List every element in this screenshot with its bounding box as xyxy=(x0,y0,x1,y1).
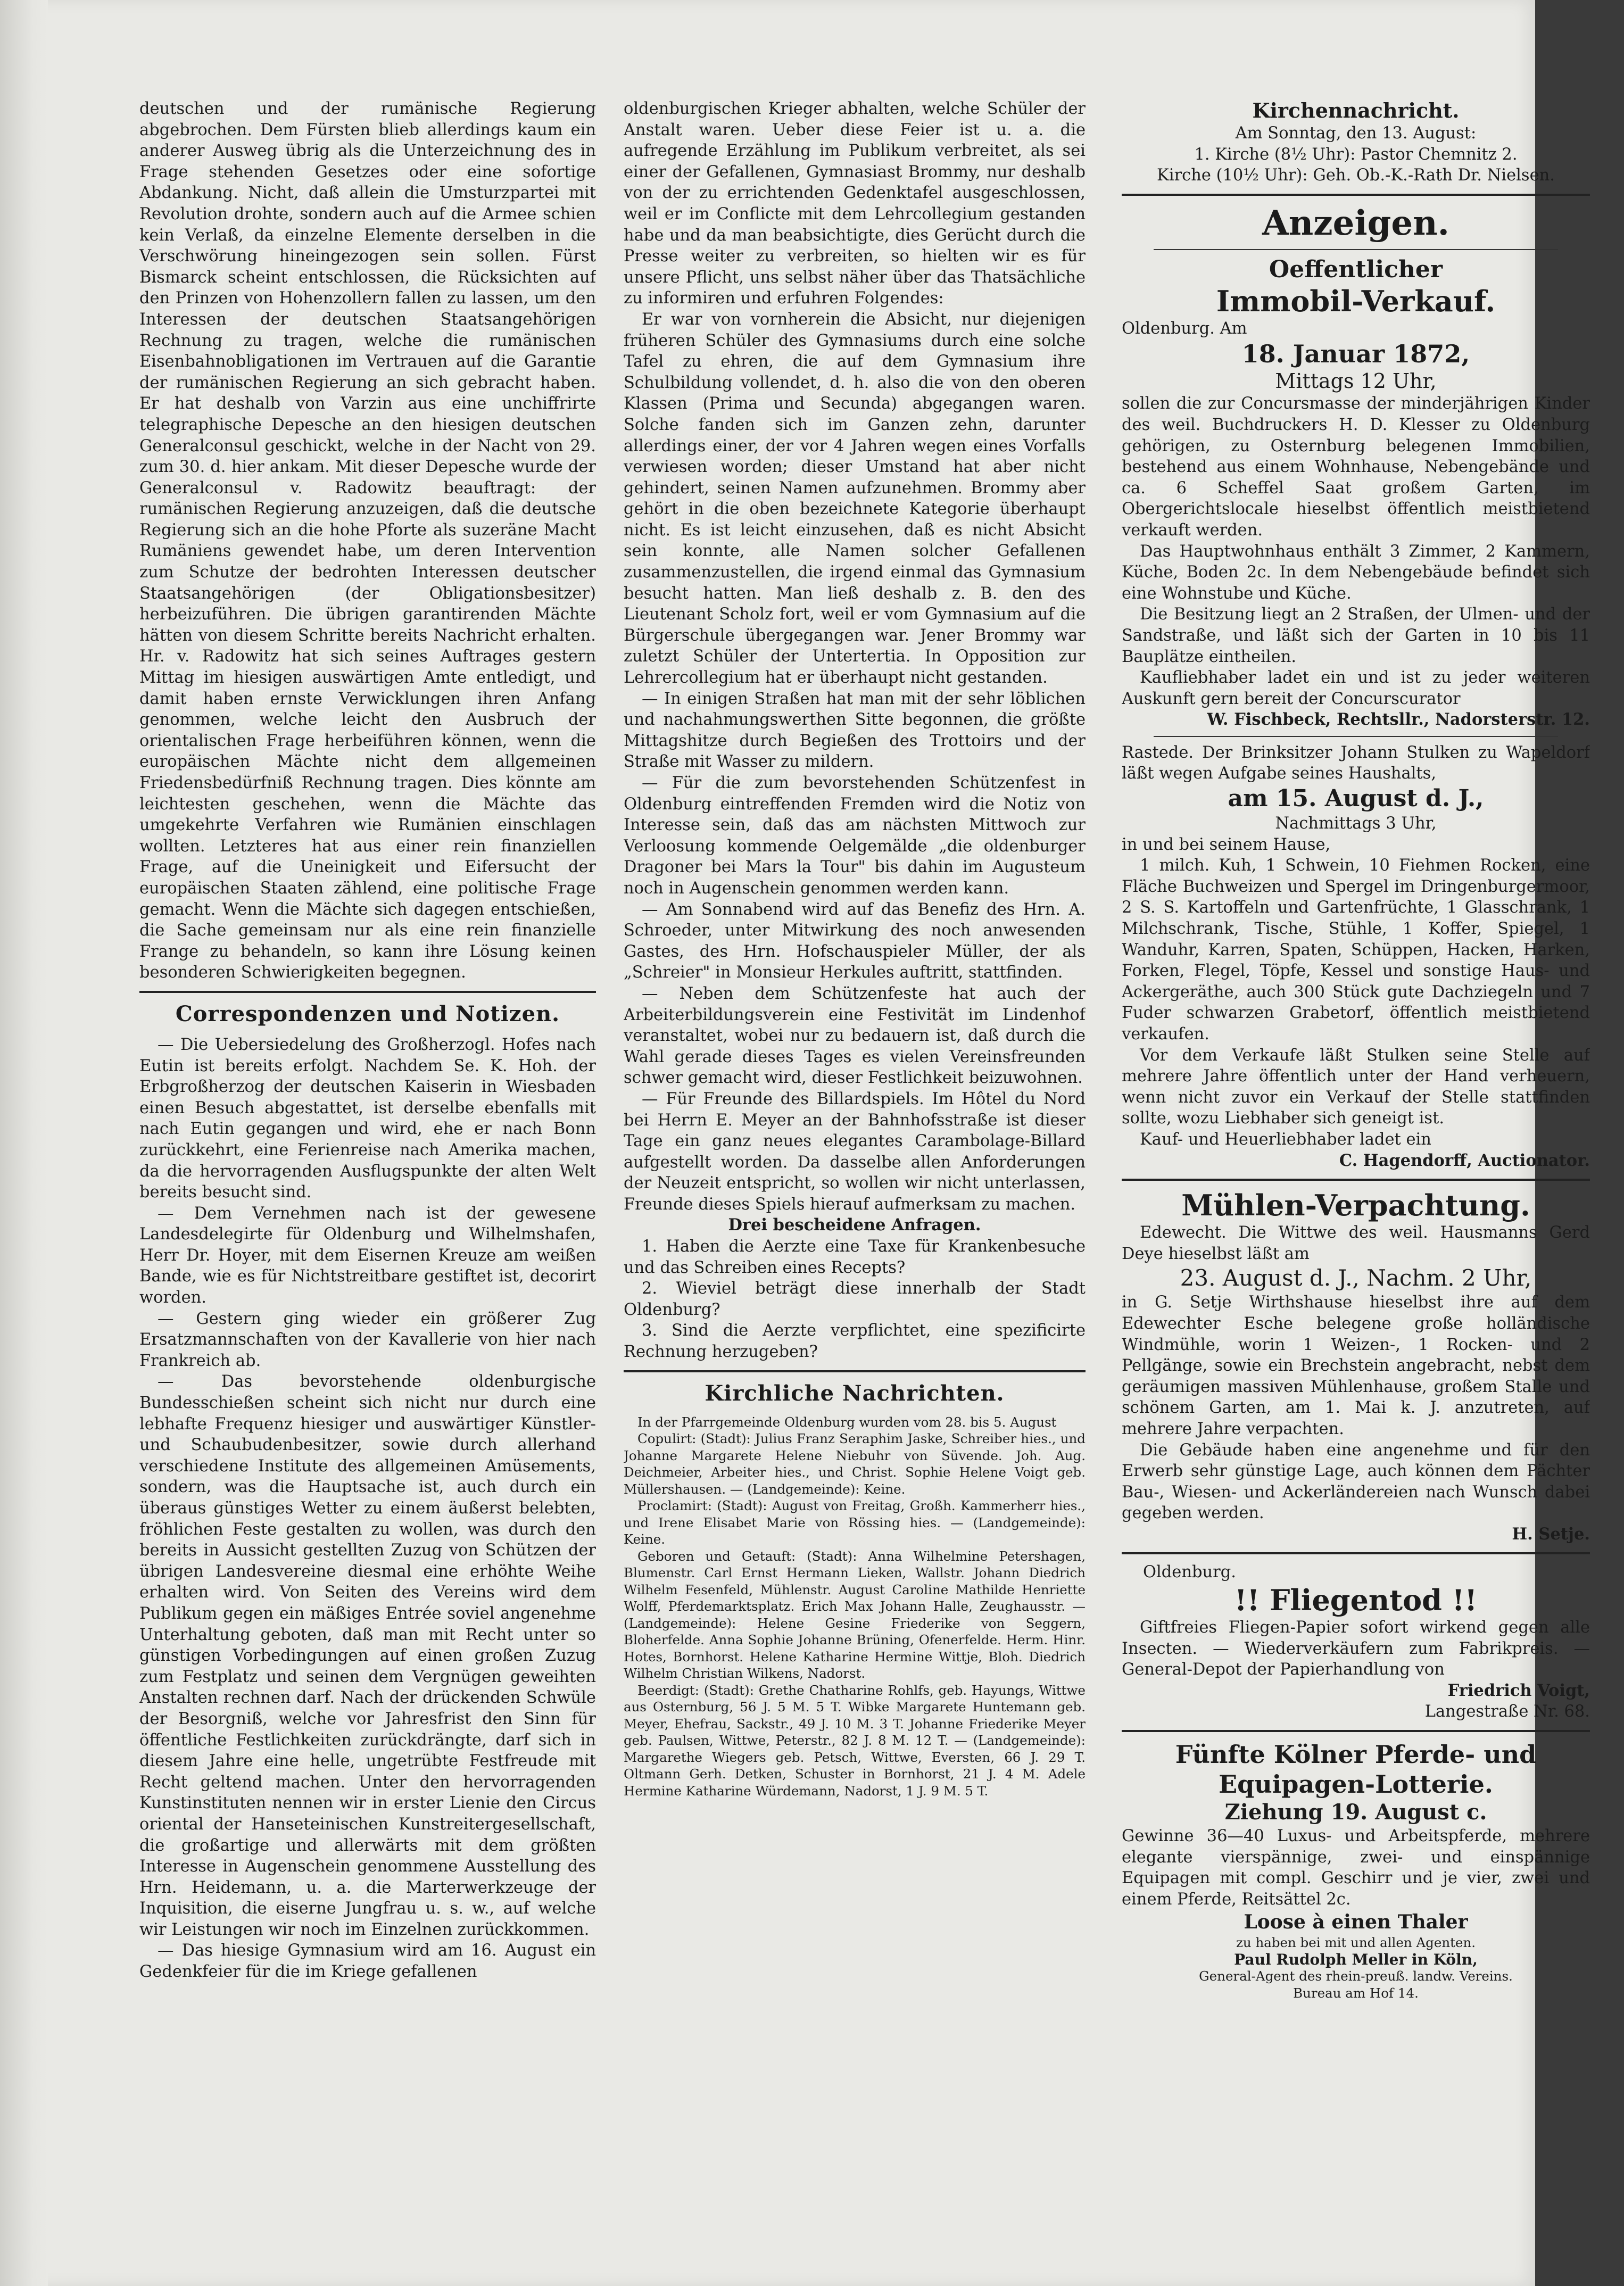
ad-estate-text-1: sollen die zur Concursmasse der minderjährigen Kinder des weil. Buchdruckers H. D. Klesser zu Oldenburg gehörigen, zu Osternburg belegenen Immobilien, bestehend aus einem Wohnhause, Nebengebände und ca. 6 Scheffel Saat großem Garten, im Obergerichtslocale hieselbst öffentlich meistbietend verkauft werden. xyxy=(1122,394,1590,540)
church-records-marriages: Copulirt: (Stadt): Julius Franz Seraphim Jaske, Schreiber hies., und Johanne Margarete Helene Niebuhr von Süvende. Joh. Aug. Deichmeier, Arbeiter hies., und Christ. Sophie Helene Voigt geb. Müllershausen. — (Landgemeinde): Keine. xyxy=(624,1431,1086,1497)
page-binding-edge xyxy=(0,0,48,2286)
ad-mill-title: Mühlen-Verpachtung. xyxy=(1181,1188,1530,1223)
news-item-gymnasium: — Das hiesige Gymnasium wird am 16. August ein Gedenkfeier für die im Kriege gefallenen xyxy=(139,1941,596,1982)
church-records-births: Geboren und Getauft: (Stadt): Anna Wilhelmine Petershagen, Blumenstr. Carl Ernst Hermann Lieken, Wallstr. Johann Diedrich Wilhelm Fesenfeld, Mühlenstr. August Caroline Mathilde Henriette Wolff, Pferdemarktsplatz. Erich Max Johann Halle, Zeughausstr. — (Landgemeinde): Helene Gesine Friederike von Seggern, Bloherfelde. Anna Sophie Johanne Brüning, Ofenerfelde. Herm. Hinr. Hotes, Bornhorst. Helene Katharine Hermine Wittje, Bloh. Diedrich Wilhelm Christian Wilkens, Nadorst. xyxy=(624,1548,1086,1682)
church-records-intro: In der Pfarrgemeinde Oldenburg wurden vom 28. bis 5. August xyxy=(637,1414,1057,1430)
section-heading-correspondence: Correspondenzen und Notizen. xyxy=(175,1001,560,1026)
ad-estate-text-4: Kaufliebhaber ladet ein und ist zu jeder weiteren Auskunft gern bereit der Concurscurator xyxy=(1122,668,1590,708)
ad-estate-signature: W. Fischbeck, Rechtsllr., Nadorsterstr. 12. xyxy=(1207,710,1590,730)
church-records-banns: Proclamirt: (Stadt): August von Freitag, Großh. Kammerherr hies., und Irene Elisabet Marie von Rössing hies. — (Landgemeinde): Keine. xyxy=(624,1498,1086,1547)
news-item-bundesschiessen: — Das bevorstehende oldenburgische Bundesschießen scheint sich nicht nur durch eine lebhafte Frequenz hiesiger und auswärtiger Künstler- und Schaubudenbesitzer, sowie durch allerhand verschiedene Institute des allgemeinen Amüsements, sondern, was die Hauptsache ist, auch durch ein überaus günstiges Wetter zu einem äußerst belebten, fröhlichen Feste gestalten zu wollen, was durch den bereits in Aussicht gestellten Zuzug von Schützen der übrigen Landesvereine diesmal eine erhöhte Weihe erhalten wird. Von Seiten des Vereins wird dem Publikum gegen ein mäßiges Entrée soviel angenehme Unterhaltung geboten, daß man mit Recht unter so günstigen Vorbedingungen auf einen großen Zuzug zum Festplatz und seinen dem Vergnügen geweihten Anstalten rechnen darf. Nach der drückenden Schwüle der Besorgniß, welche vor Jahresfrist den Sinn für öffentliche Festlichkeiten zurückdrängte, darf sich in diesem Jahre eine helle, ungetrübte Festfreude mit Recht geltend machen. Unter den hervorragenden Kunstinstituten nennen wir in erster Lienie den Circus oriental der Hanseteinischen Kunstreitergesellschaft, die großartige und allerwärts mit dem größten Interesse in Augenschein genommene Ausstellung des Hrn. Heidemann, u. a. die Marterwerkzeuge der Inquisition, die eiserne Jungfrau u. s. w., auf welche wir Leistungen wir noch im Einzelnen zurückkommen. xyxy=(139,1372,596,1939)
ad-auction-signature: C. Hagendorff, Auctionator. xyxy=(1339,1150,1590,1170)
ad-estate-text-2: Das Hauptwohnhaus enthält 3 Zimmer, 2 Kammern, Küche, Boden 2c. In dem Nebengebäude befindet sich eine Wohnstube und Küche. xyxy=(1122,542,1590,603)
gymnasium-continued: oldenburgischen Krieger abhalten, welche Schüler der Anstalt waren. Ueber diese Feier ist u. a. die aufregende Erzählung im Publikum verbreitet, als sei einer der Gefallenen, Gymnasiast Brommy, nur deshalb von der zu errichtenden Gedenktafel ausgeschlossen, weil er im Conflicte mit dem Lehrcollegium gestanden habe und da man beabsichtigte, dies Gerücht durch die Presse weiter zu verbreiten, so hielten wir es für unsere Pflicht, uns selbst näher über das Thatsächliche zu informiren und erfuhren Folgendes: xyxy=(624,100,1086,308)
section-divider xyxy=(624,1370,1086,1372)
romania-article: deutschen und der rumänische Regierung abgebrochen. Dem Fürsten blieb allerdings kaum ein anderer Ausweg übrig als die Unterzeichnung des in Frage stehenden Gesetzes oder eine sofortige Abdankung. Nicht, daß allein die Umsturzpartei mit Revolution drohte, sondern auch auf die Armee schien kein Verlaß, da einzelne Elemente derselben in die Verschwörung hineingezogen sein sollen. Fürst Bismarck scheint entschlossen, die Rücksichten auf den Prinzen von Hohenzollern fallen zu lassen, um den Interessen der deutschen Staatsangehörigen Rechnung zu tragen, welche die rumänischen Eisenbahnobligationen im Vertrauen auf die Garantie der rumänischen Regierung an sich gebracht haben. Er hat deshalb von Varzin aus eine unchiffrirte telegraphische Depesche an den hiesigen deutschen Generalconsul geschickt, welche in der Nacht von 29. zum 30. d. hier ankam. Mit dieser Depesche wurde der Generalconsul v. Radowitz beauftragt: der rumänischen Regierung anzuzeigen, daß die deutsche Regierung sich an die hohe Pforte als suzeräne Macht Rumäniens gewendet habe, um deren Intervention zum Schutze der bedrohten Interessen deutscher Staatsangehörigen (der Obligationsbesitzer) herbeizuführen. Die übrigen garantirenden Mächte hätten von diesem Schritte bereits Nachricht erhalten. Hr. v. Radowitz hat sich seines Auftrages gestern Mittag im hiesigen auswärtigen Amte entledigt, und damit haben ernste Verwicklungen ihren Anfang genommen, welche leicht den Ausbruch der orientalischen Frage herbeiführen können, wenn die europäischen Mächte nicht dem allgemeinen Friedensbedürfniß Rechnung tragen. Dies könnte am leichtesten geschehen, wenn die Mächte das umgekehrte Verfahren wie Rumänien einschlagen wollten. Letzteres hat aus einer rein finanziellen Frage, auf die Uneinigkeit und Eifersucht der europäischen Staaten zählend, eine politische Frage gemacht. Wenn die Mächte sich dagegen entschießen, die Sache gemeinsam nur als eine rein finanzielle Frange zu behandeln, so kann ihre Lösung keinen besonderen Schwierigkeiten begegnen. xyxy=(139,100,596,982)
gymnasium-explanation: Er war von vornherein die Absicht, nur diejenigen früheren Schüler des Gymnasiums durch eine solche Tafel zu ehren, die auf dem Gymnasium ihre Schulbildung vollendet, d. h. also die von den oberen Klassen (Prima und Secunda) abgegangen waren. Solche fanden sich im Ganzen zehn, darunter allerdings einer, der vor 4 Jahren wegen eines Vorfalls verwiesen worden; dieser Umstand hat aber nicht gehindert, seinen Namen aufzunehmen. Brommy aber gehört in die oben bezeichnete Kategorie überhaupt nicht. Es ist leicht einzusehen, daß es nicht Absicht sein konnte, alle Namen solcher Gefallenen zusammenzustellen, die irgend einmal das Gymnasium besucht hatten. Man ließ deshalb z. B. den des Lieutenant Scholz fort, weil er vom Gymnasium auf die Bürgerschule übergegangen war. Jener Brommy war zuletzt Schüler der Untertertia. In Opposition zur Lehrercollegium hat er überhaupt nicht gestanden. xyxy=(624,310,1086,688)
column-1 xyxy=(139,98,596,1983)
news-item-cavalry: — Gestern ging wieder ein größerer Zug Ersatzmannschaften von der Kavallerie von hier nach Frankreich ab. xyxy=(139,1309,596,1370)
ad-mill-signature: H. Setje. xyxy=(1512,1524,1590,1544)
section-divider xyxy=(1122,1179,1590,1181)
ad-mill-date: 23. August d. J., Nachm. 2 Uhr, xyxy=(1180,1265,1532,1291)
questions-heading: Drei bescheidene Anfragen. xyxy=(728,1215,981,1235)
question-3: 3. Sind die Aerzte verpflichtet, eine spezificirte Rechnung herzugeben? xyxy=(624,1321,1086,1362)
section-heading-church-news: Kirchliche Nachrichten. xyxy=(705,1380,1005,1406)
ad-lottery-title: Fünfte Kölner Pferde- und xyxy=(1175,1740,1537,1769)
ad-auction-place: in und bei seinem Hause, xyxy=(1122,835,1331,854)
church-service-1: 1. Kirche (8½ Uhr): Pastor Chemnitz 2. xyxy=(1194,145,1518,164)
ads-heading: Anzeigen. xyxy=(1262,203,1449,243)
ad-lottery-availability: zu haben bei mit und allen Agenten. xyxy=(1236,1935,1476,1951)
ad-auction-lease: Vor dem Verkaufe läßt Stulken seine Stelle auf mehrere Jahre öffentlich unter der Hand verheuern, wenn nicht zuvor ein Verkauf der Stelle stattfinden sollte, wozu Liebhaber sich geneigt ist. xyxy=(1122,1046,1590,1128)
ad-auction-items: 1 milch. Kuh, 1 Schwein, 10 Fiehmen Rocken, eine Fläche Buchweizen und Spergel im Dringenburgermoor, 2 S. S. Kartoffeln und Gartenfrüchte, 1 Glasschrank, 1 Milchschrank, Tische, Stühle, 1 Koffer, Spiegel, 1 Wanduhr, Karren, Spaten, Schüppen, Hacken, Harken, Forken, Flegel, Töpfe, Kessel und sonstige Haus- und Ackergeräthe, auch 300 Stück gute Dachziegeln und 7 Fuder schwarzen Grabetorf, öffentlich meistbietend verkaufen. xyxy=(1122,856,1590,1043)
ad-lottery-prizes: Gewinne 36—40 Luxus- und Arbeitspferde, mehrere elegante vierspännige, zwei- und einspännige Equipagen mit compl. Geschirr und je vier, zwei und einem Pferde, Reitsättel 2c. xyxy=(1122,1827,1590,1909)
ad-flypaper-title: !! Fliegentod !! xyxy=(1234,1583,1478,1618)
ad-estate-text-3: Die Besitzung liegt an 2 Straßen, der Ulmen- und der Sandstraße, und läßt sich der Garten in 10 bis 11 Bauplätze eintheilen. xyxy=(1122,605,1590,666)
news-item-workers-club: — Neben dem Schützenfeste hat auch der Arbeiterbildungsverein eine Festivität im Lindenhof veranstaltet, wobei nur zu bedauern ist, daß durch die Wahl gerade dieses Tages es vielen Vereinsfreunden schwer gemacht wird, dieser Festlichkeit beizuwohnen. xyxy=(624,984,1086,1088)
ad-flypaper-place: Oldenburg. xyxy=(1143,1563,1236,1582)
ad-lottery-agent: Paul Rudolph Meller in Köln, xyxy=(1234,1950,1478,1968)
news-item-billiards: — Für Freunde des Billardspiels. Im Hôtel du Nord bei Herrn E. Meyer an der Bahnhofsstraße ist dieser Tage ein ganz neues elegantes Carambolage-Billard aufgestellt worden. Da dasselbe allen Anforderungen der Neuzeit entspricht, so wollen wir nicht unterlassen, Freunde dieses Spiels hierauf aufmerksam zu machen. xyxy=(624,1089,1086,1214)
section-divider xyxy=(1122,1552,1590,1554)
ad-lottery-agent-title: General-Agent des rhein-preuß. landw. Vereins. xyxy=(1199,1968,1513,1984)
ad-auction-intro: Rastede. Der Brinksitzer Johann Stulken zu Wapeldorf läßt wegen Aufgabe seines Haushalts, xyxy=(1122,743,1590,783)
ad-flypaper-signature: Friedrich Voigt, xyxy=(1447,1680,1590,1700)
column-3 xyxy=(1122,98,1590,2001)
ad-estate-title: Oeffentlicher xyxy=(1269,255,1443,283)
ad-estate-place: Oldenburg. Am xyxy=(1122,319,1247,338)
ad-estate-date: 18. Januar 1872, xyxy=(1241,339,1470,369)
ad-auction-date: am 15. August d. J., xyxy=(1228,785,1484,813)
ad-auction-time: Nachmittags 3 Uhr, xyxy=(1275,814,1437,833)
news-item-hoyer: — Dem Vernehmen nach ist der gewesene Landesdelegirte für Oldenburg und Wilhelmshafen, Herr Dr. Hoyer, mit dem Eisernen Kreuze am weißen Bande, wie es für Nichtstreitbare gestiftet ist, decorirt worden. xyxy=(139,1204,596,1307)
section-divider xyxy=(139,991,596,993)
ad-flypaper-text: Giftfreies Fliegen-Papier sofort wirkend gegen alle Insecten. — Wiederverkäufern zum Fabrikpreis. — General-Depot der Papierhandlung von xyxy=(1122,1618,1590,1679)
church-service-date: Am Sonntag, den 13. August: xyxy=(1235,124,1477,143)
news-item-benefiz: — Am Sonnabend wird auf das Benefiz des Hrn. A. Schroeder, unter Mitwirkung des noch anwesenden Gastes, des Hrn. Hofschauspieler Müller, der als „Schreier" in Monsieur Herkules auftritt, stattfinden. xyxy=(624,900,1086,982)
ad-divider xyxy=(1154,249,1558,250)
church-records xyxy=(624,1414,1086,1800)
ad-divider xyxy=(1154,736,1558,737)
ad-lottery-price: Loose à einen Thaler xyxy=(1244,1911,1468,1934)
ad-estate-title-2: Immobil-Verkauf. xyxy=(1216,284,1496,318)
church-records-burials: Beerdigt: (Stadt): Grethe Chatharine Rohlfs, geb. Hayungs, Wittwe aus Osternburg, 56 J. 5 M. 5 T. Wibke Margarete Huntemann geb. Meyer, Ehefrau, Sackstr., 49 J. 10 M. 3 T. Johanne Friederike Meyer geb. Paulsen, Wittwe, Peterstr., 82 J. 8 M. 12 T. — (Landgemeinde): Margarethe Wiegers geb. Petsch, Wittwe, Eversten, 66 J. 29 T. Oltmann Gerh. Detken, Schuster in Bornhorst, 21 J. 4 M. Adele Hermine Katharine Würdemann, Nadorst, 1 J. 9 M. 5 T. xyxy=(624,1682,1086,1799)
news-item-streets: — In einigen Straßen hat man mit der sehr löblichen und nachahmungswerthen Sitte begonnen, die größte Mittagshitze durch Begießen des Trottoirs und der Straße mit Wasser zu mildern. xyxy=(624,689,1086,772)
ad-lottery-date: Ziehung 19. August c. xyxy=(1224,1800,1487,1825)
ad-lottery-title-2: Equipagen-Lotterie. xyxy=(1219,1770,1493,1799)
ad-lottery-footer xyxy=(1122,1934,1590,2001)
church-service-2: Kirche (10½ Uhr): Geh. Ob.-K.-Rath Dr. Nielsen. xyxy=(1157,166,1555,185)
ad-mill-text-2: Die Gebäude haben eine angenehme und für den Erwerb sehr günstige Lage, auch können dem Pächter Bau-, Wiesen- und Ackerländereien nach Wunsch dabei gegeben werden. xyxy=(1122,1440,1590,1523)
ad-auction-invite: Kauf- und Heuerliebhaber ladet ein xyxy=(1140,1130,1431,1149)
ad-lottery-bureau: Bureau am Hof 14. xyxy=(1293,1985,1419,2001)
news-item-eutin: — Die Uebersiedelung des Großherzogl. Hofes nach Eutin ist bereits erfolgt. Nachdem Se. K. Hoh. der Erbgroßherzog der deutschen Kaiserin in Wiesbaden einen Besuch abgestattet, ist derselbe ebenfalls mit nach Eutin gegangen und wird, ehe er nach Bonn zurückkehrt, eine Ferienreise nach Amerika machen, da die hervorragenden Ausflugspunkte der alten Welt bereits besucht sind. xyxy=(139,1035,596,1202)
section-divider xyxy=(1122,1730,1590,1732)
question-2: 2. Wieviel beträgt diese innerhalb der Stadt Oldenburg? xyxy=(624,1279,1086,1319)
column-2 xyxy=(624,98,1086,1799)
news-item-strangers: — Für die zum bevorstehenden Schützenfest in Oldenburg eintreffenden Fremden wird die Notiz von Interesse sein, daß das am nächsten Mittwoch zur Verloosung kommende Oelgemälde „die oldenburger Dragoner bei Mars la Tour" bis dahin im Augusteum noch in Augenschein genommen werden kann. xyxy=(624,774,1086,898)
section-divider xyxy=(1122,194,1590,196)
ad-estate-time: Mittags 12 Uhr, xyxy=(1275,369,1437,393)
ad-flypaper-address: Langestraße Nr. 68. xyxy=(1424,1702,1590,1721)
ad-mill-intro: Edewecht. Die Wittwe des weil. Hausmanns Gerd Deye hieselbst läßt am xyxy=(1122,1223,1590,1263)
question-1: 1. Haben die Aerzte eine Taxe für Krankenbesuche und das Schreiben eines Recepts? xyxy=(624,1237,1086,1277)
ad-mill-text: in G. Setje Wirthshause hieselbst ihre auf dem Edewechter Esche belegene große holländische Windmühle, worin 1 Weizen-, 1 Rocken- und 2 Pellgänge, sowie ein Brechstein angebracht, nebst dem geräumigen massiven Mühlenhause, großem Stalle und schönem Garten, am 1. Mai k. J. anzutreten, auf mehrere Jahre verpachten. xyxy=(1122,1293,1590,1438)
church-service-heading: Kirchennachricht. xyxy=(1252,98,1460,122)
